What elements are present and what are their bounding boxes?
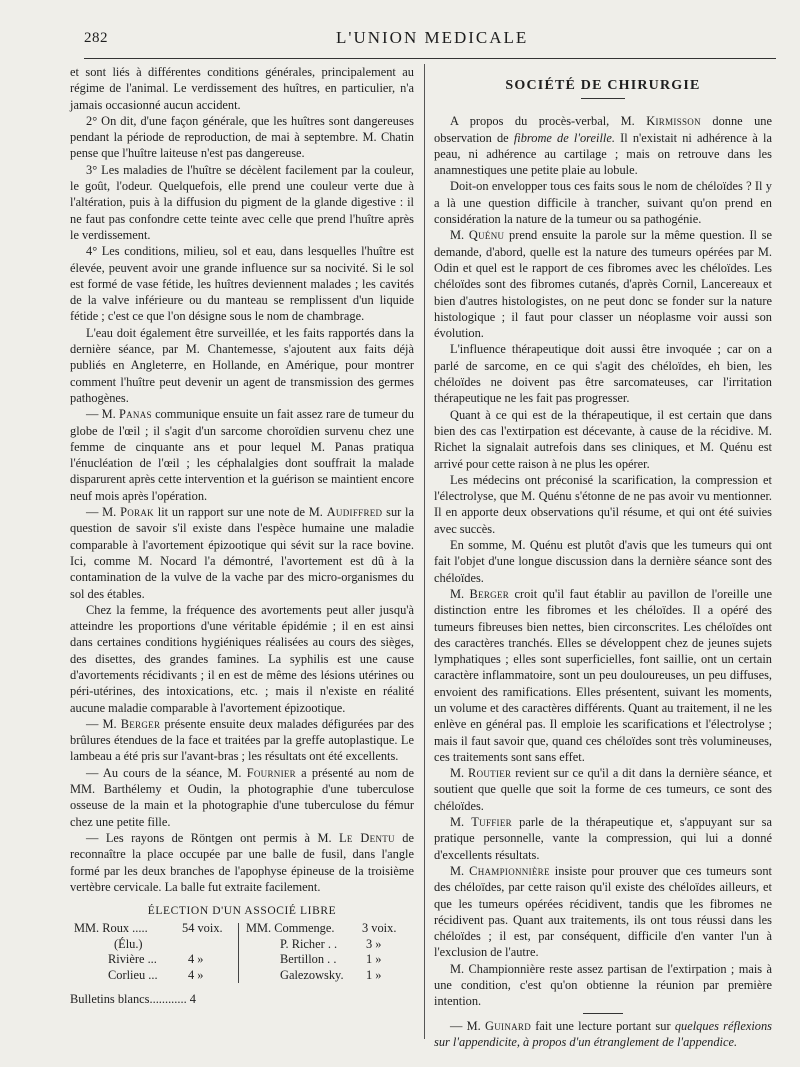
paragraph-text: de reconnaître la place occupée par une balle de fusil, dans l'angle formé par les deux branches de l'apophyse épineuse de la troisième vertèbre cervicale. La balle fut extraite facilement.	[70, 830, 414, 894]
italic-text: fibrome de l'oreille.	[513, 130, 615, 145]
author-name: Routier	[468, 766, 512, 781]
candidate-name: MM. Commenge.	[246, 921, 335, 936]
election-column-right	[246, 921, 406, 983]
paragraph: Chez la femme, la fréquence des avortements peut aller jusqu'à atteindre les proportions d'une véritable épidémie ; il en est ainsi dans certaines conditions hygiéniques réalisées au cours des sièges, des disettes, des grandes famines. La syphilis est une cause d'avortements récidivants ; il en est de même des lésions utérines ou péri-utérines, des intoxications, etc. ; mais il n'existe en réalité aucune maladie comparable à l'avortement épizootique.	[70, 602, 414, 715]
right-column	[434, 66, 772, 1050]
election-row	[246, 952, 406, 968]
paragraph: — M. Panas communique ensuite un fait assez rare de tumeur du globe de l'œil ; il s'agit d'un sarcome choroïdien survenu chez une femme de cinquante ans et pour lequel M. Panas pratiqua l'énucléation de l'œil ; les céphalalgies dont souffrait la malade disparurent après cette intervention et la guérison se maintient encore neuf mois après l'opération.	[70, 407, 414, 503]
author-name: Audiffred	[326, 505, 383, 520]
author-name: Kirmisson	[646, 114, 701, 129]
election-row	[74, 921, 234, 937]
election-row	[246, 921, 406, 937]
author-name: Guinard	[484, 1018, 532, 1033]
vote-count: 4 »	[188, 952, 204, 967]
author-name: Panas	[118, 407, 152, 422]
italic-text: quelques réflexions sur l'appendicite, à propos d'un étranglement de l'appendice.	[434, 1018, 772, 1049]
paragraph: L'influence thérapeutique doit aussi être invoquée ; car on a parlé de sarcome, en ce qui s'agit des chéloïdes, eh bien, les chéloïdes ne doivent pas être sarcomateuses, car l'irritation thérapeutique ne les fait pas progresser.	[434, 342, 772, 406]
paragraph-text: donne une observation de	[434, 114, 772, 145]
paragraph: — M. Berger présente ensuite deux malades défigurées par des brûlures étendues de la face et traitées par la greffe autoplastique. Le lambeau a été pris sur l'avant-bras ; les résultats ont été excellents.	[70, 716, 415, 764]
candidate-name: Corlieu ...	[108, 967, 158, 982]
paragraph-text: — Au cours de la séance, M.	[86, 765, 242, 780]
paragraph: M. Routier revient sur ce qu'il a dit dans la dernière séance, et soutient que quelle que soit la forme de ces tumeurs, ce sont des chéloïdes.	[434, 766, 772, 813]
left-column	[70, 64, 414, 1008]
paragraph	[70, 765, 414, 830]
page-number: 282	[84, 30, 108, 46]
vote-count: 54 voix.	[182, 921, 223, 936]
candidate-note: (Élu.)	[114, 936, 143, 951]
separator-rule	[583, 1013, 623, 1014]
candidate-name: Galezowsky.	[280, 967, 344, 982]
election-column-left	[74, 921, 234, 983]
paragraph-text: communique ensuite un fait assez rare de tumeur du globe de l'œil ; il s'agit d'un sarcome choroïdien survenu chez une femme de cinquante ans et pour lequel M. Panas pratiqua l'énucléation de l'œil ; les céphalalgies dont souffrait la malade disparurent après cette intervention et la guérison se maintient encore neuf mois après l'opération.	[70, 407, 414, 503]
author-name: Tuffier	[471, 815, 512, 830]
author-name: Championnière	[469, 863, 550, 878]
paragraph: Les médecins ont préconisé la scarification, la compression et l'électrolyse, que M. Quénu s'étonne de ne pas avoir vu mentionner. Il en apporte deux observations qu'il résume, et qui ont été suivies avec succès.	[434, 472, 772, 536]
candidate-name: P. Richer . .	[280, 936, 338, 951]
paragraph-text: insiste pour prouver que ces tumeurs sont des chéloïdes, par cette raison qu'il existe des chéloïdes ailleurs, et que les tumeurs opérées récidivent, tandis que les fibromes ne récidivent pas. Quant aux traitements, ils ont tous réussi dans les chéloïdes ; il est, par conséquent, difficile d'en vanter l'un à l'exclusion de l'autre.	[434, 863, 772, 960]
page-header	[84, 26, 774, 56]
paragraph: 3° Les maladies de l'huître se décèlent facilement par la couleur, le goût, l'odeur. Quelquefois, elle prend une couleur verte due à l'altération, puis à la diffusion du pigment de la glande digestive : il ne faut pas confondre cette teinte avec celle que prend l'huître après le verdissement.	[70, 162, 414, 242]
paragraph: Quant à ce qui est de la thérapeutique, il est certain que dans bien des cas l'extirpation est décevante, à cause de la récidive. M. Richet la signalait autrefois dans ses cliniques, et M. Quénu est arrivé pour cette raison à ne plus les opérer.	[434, 407, 772, 471]
paragraph: M. Tuffier parle de la thérapeutique et, s'appuyant sur sa pratique personnelle, vante la compression, qui lui a donné d'excellents résultats.	[434, 815, 772, 862]
paragraph: M. Quénu prend ensuite la parole sur la même question. Il se demande, d'abord, quelle est la nature des tumeurs opérées par M. Odin et quel est le rapport de ces fibromes avec les chéloïdes. Les chéloïdes sont des fibromes cutanés, d'après Cornil, Lancereaux et bien d'autres histologistes, on ne peut donc se fonder sur la nature histologique ; il faut pour classer un néoplasme voir aussi son évolution.	[434, 228, 772, 341]
election-row	[74, 952, 234, 968]
candidate-name: MM. Roux .....	[74, 921, 148, 936]
vote-count: 1 »	[366, 952, 382, 967]
author-name: Berger	[120, 716, 161, 731]
paragraph-text: parle de la thérapeutique et, s'appuyant sur sa pratique personnelle, vante la compression, qui lui a donné d'excellents résultats.	[434, 815, 772, 862]
vote-count: 3 »	[366, 936, 382, 951]
author-name: Quénu	[468, 228, 505, 243]
vote-count: 4 »	[188, 967, 204, 982]
paragraph-text: prend ensuite la parole sur la même question. Il se demande, d'abord, quelle est la nature des tumeurs opérées par M. Odin et quel est le rapport de ces fibromes avec les chéloïdes. Les chéloïdes sont des fibromes cutanés, d'après Cornil, Lancereaux et bien d'autres histologistes, on ne peut donc se fonder sur la nature histologique ; il faut pour classer un néoplasme voir aussi son évolution.	[434, 228, 772, 341]
section-title: SOCIÉTÉ DE CHIRURGIE	[505, 78, 701, 93]
paragraph	[70, 830, 414, 895]
running-title: L'UNION MEDICALE	[336, 28, 529, 47]
election-title: ÉLECTION D'UN ASSOCIÉ LIBRE	[147, 905, 337, 918]
election-row	[246, 937, 406, 953]
paragraph: — M. Porak lit un rapport sur une note de M. Audiffred sur la question de savoir s'il existe dans l'espèce humaine une maladie comparable à l'avortement épizootique qui sévit sur la race bovine. Ici, comme M. Nocard l'a démontré, l'avortement est dû à la contamination de la vulve de la vache par des micro-organismes du sol des étables.	[70, 505, 414, 601]
paragraph-text: A propos du procès-verbal, M.	[450, 114, 635, 129]
paragraph: M. Berger croit qu'il faut établir au pavillon de l'oreille une distinction entre les fibromes et les chéloïdes. Il a opéré des tumeurs fibreuses bien nettes, bien circonscrites. Les chéloïdes ont des caractères tranchés. Elles se développent chez de jeunes sujets lymphatiques ; elles sont superficielles, font saillie, ont un certain caractère inflammatoire, sont un peu douloureuses, un peu diffuses, envoient des ramifications. Elles présentent, suivant les moments, un volume et des caractères différents. Quant au traitement, il ne les enlève en général pas. Il emploie les scarifications et l'électrolyse ; mais il faut savoir que, quand ces chéloïdes sont très volumineuses, ces traitements sont sans effet.	[434, 586, 772, 764]
vote-count: 1 »	[366, 967, 382, 982]
author-name: Berger	[469, 586, 510, 601]
paragraph-text: a présenté au nom de MM. Barthélemy et Oudin, la photographie d'une tuberculose osseuse de la main et la photographie d'une tuberculose du fémur chez une petite fille.	[70, 765, 414, 829]
paragraph-text: sur la question de savoir s'il existe dans l'espèce humaine une maladie comparable à l'avortement épizootique qui sévit sur la race bovine. Ici, comme M. Nocard l'a démontré, l'avortement est dû à la contamination de la vulve de la vache par des micro-organismes du sol des étables.	[70, 505, 414, 601]
blank-ballots: Bulletins blancs............ 4	[70, 992, 196, 1007]
paragraph	[434, 113, 772, 178]
column-divider	[424, 64, 425, 1039]
title-rule	[581, 98, 625, 99]
paragraph: 2° On dit, d'une façon générale, que les huîtres sont dangereuses pendant la période de reproduction, de mai à septembre. M. Chatin pense que l'huître laiteuse n'est pas dangereuse.	[70, 113, 414, 161]
election-results	[70, 921, 414, 991]
paragraph: M. Championnière insiste pour prouver que ces tumeurs sont des chéloïdes, par cette raison qu'il existe des chéloïdes ailleurs, et que les tumeurs opérées récidivent, tandis que les fibromes ne récidivent pas. Quant aux traitements, ils ont tous réussi dans les chéloïdes ; il est, par conséquent, difficile d'en vanter l'un à l'exclusion de l'autre.	[434, 863, 772, 960]
paragraph-text: présente ensuite deux malades défigurées par des brûlures étendues de la face et traitées par la greffe autoplastique. Le lambeau a été pris sur l'avant-bras ; les résultats ont été excellents.	[70, 716, 415, 764]
candidate-name: Bertillon . .	[280, 952, 337, 967]
author-name: Le Dentu	[339, 830, 395, 845]
paragraph-text: revient sur ce qu'il a dit dans la dernière séance, et soutient que quelle que soit la forme de ces tumeurs, ce sont des chéloïdes.	[434, 766, 772, 813]
paragraph-text: fait une lecture portant sur	[535, 1018, 671, 1033]
paragraph-text: — Les rayons de Röntgen ont permis à M.	[86, 830, 332, 845]
election-row	[246, 968, 406, 984]
paragraph: Doit-on envelopper tous ces faits sous le nom de chéloïdes ? Il y a là une question difficile à trancher, suivant qu'on prend en considération la nature de la tumeur ou sa pathogénie.	[434, 179, 772, 227]
paragraph: et sont liés à différentes conditions générales, principalement au régime de l'animal. Le verdissement des huîtres, en particulier, n'a jamais occasionné aucun accident.	[70, 65, 414, 112]
election-divider	[238, 923, 239, 983]
paragraph: En somme, M. Quénu est plutôt d'avis que les tumeurs qui ont fait l'objet d'une longue discussion dans la dernière séance sont des chéloïdes.	[434, 538, 772, 585]
author-name: Porak	[120, 505, 154, 520]
paragraph: 4° Les conditions, milieu, sol et eau, dans lesquelles l'huître est élevée, peuvent avoir une grande influence sur sa nocivité. Si le sol est formé de vase fétide, les huîtres deviennent malades ; les cavités de la valve inférieure ou du manteau se remplissent d'un liquide fétide ; c'est ce que l'on désigne sous le nom de chambrage.	[70, 244, 414, 324]
paragraph: L'eau doit également être surveillée, et les faits rapportés dans la dernière séance, par M. Chantemesse, s'ajoutent aux faits déjà publiés en Angleterre, en Hollande, en Amérique, pour montrer comment l'huître peut devenir un agent de transmission des germes pathogènes.	[70, 325, 414, 405]
election-row	[74, 937, 234, 953]
header-rule	[84, 58, 776, 59]
election-row	[74, 968, 234, 984]
paragraph: M. Championnière reste assez partisan de l'extirpation ; mais à une condition, c'est qu'on obtienne la réunion par première intention.	[434, 961, 772, 1009]
paragraph-text: Il n'existait ni adhérence à la peau, ni adhérence au cartilage ; mais on retrouve dans les anamnestiques une petite plaie au lobule.	[434, 130, 772, 178]
vote-count: 3 voix.	[362, 921, 397, 936]
paragraph-text: lit un rapport sur une note de M.	[157, 505, 323, 520]
paragraph: — M. Guinard fait une lecture portant sur quelques réflexions sur l'appendicite, à propos d'un étranglement de l'appendice.	[434, 1018, 772, 1049]
author-name: Fournier	[246, 765, 296, 780]
candidate-name: Rivière ...	[108, 952, 157, 967]
paragraph-text: croit qu'il faut établir au pavillon de l'oreille une distinction entre les fibromes et les chéloïdes. Il a opéré des tumeurs fibreuses bien nettes, bien circonscrites. Les chéloïdes ont des caractères tranchés. Elles se développent chez de jeunes sujets lymphatiques ; elles sont superficielles, font saillie, ont un certain caractère inflammatoire, sont un peu douloureuses, un peu diffuses, envoient des ramifications. Elles présentent, suivant les moments, un volume et des caractères différents. Quant au traitement, il ne les enlève en général pas. Il emploie les scarifications et l'électrolyse ; mais il faut savoir que, quand ces chéloïdes sont très volumineuses, ces traitements sont sans effet.	[434, 586, 772, 764]
